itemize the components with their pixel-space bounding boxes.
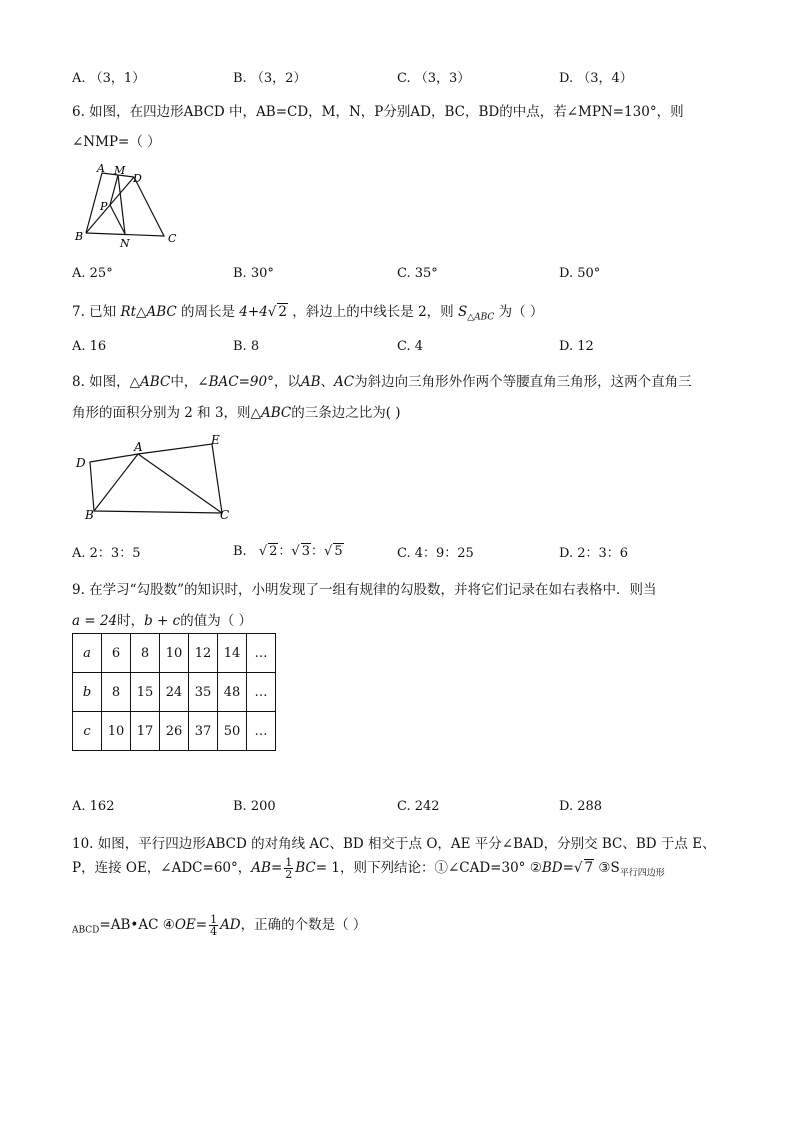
q10-sqrt-symbol: √ bbox=[573, 860, 583, 876]
q10-l3b: ，正确的个数是（ ） bbox=[240, 917, 367, 933]
q10-eq1: = bbox=[270, 860, 283, 876]
q10-eq2: = bbox=[562, 860, 574, 876]
q9-option-c: C. 242 bbox=[397, 799, 440, 814]
q8-l1c: ，以 bbox=[273, 374, 301, 390]
q10-half-num: 1 bbox=[285, 856, 293, 869]
q6-label-n: N bbox=[120, 237, 130, 250]
q7-perimeter-root: 2 bbox=[278, 304, 287, 320]
q6-option-d: D. 50° bbox=[559, 266, 601, 281]
q10-half-fraction bbox=[284, 857, 293, 880]
q8-label-b: B bbox=[85, 508, 94, 522]
q8-label-c: C bbox=[220, 508, 230, 522]
q10-l2a: P，连接 OE，∠ADC=60°， bbox=[72, 860, 252, 876]
q8-l2a: 角形的面积分别为 2 和 3，则 bbox=[72, 405, 251, 421]
q6-stem-line2: ∠NMP=（ ） bbox=[72, 134, 161, 150]
q8-label-a: A bbox=[134, 440, 143, 454]
q8-ac: AC bbox=[334, 374, 355, 390]
table-row bbox=[73, 634, 276, 673]
q8-figure bbox=[72, 433, 242, 525]
q8-label-d: D bbox=[76, 456, 86, 470]
q7-option-d: D. 12 bbox=[559, 339, 594, 354]
q5-option-b: B. （3，2） bbox=[233, 71, 307, 86]
q10-half-den: 2 bbox=[285, 868, 293, 881]
q9-option-d: D. 288 bbox=[559, 799, 603, 814]
q9-option-b: B. 200 bbox=[233, 799, 276, 814]
q6-option-a: A. 25° bbox=[72, 266, 113, 281]
q6-label-b: B bbox=[75, 230, 84, 243]
q6-option-c: C. 35° bbox=[397, 266, 438, 281]
table-cell: 24 bbox=[160, 673, 189, 712]
q8-stem-line2 bbox=[72, 401, 401, 421]
table-cell: 14 bbox=[218, 634, 247, 673]
q10-root7: 7 bbox=[584, 860, 594, 876]
q9-stem-line2 bbox=[72, 609, 252, 629]
q8-optb-sqrt3: √ bbox=[324, 544, 333, 559]
q8-stem-line1 bbox=[72, 370, 692, 390]
q8-optb-sqrt2: √ bbox=[291, 544, 300, 559]
q8-option-a: A. 2：3：5 bbox=[72, 546, 141, 561]
q7-suffix: 为（ ） bbox=[498, 304, 544, 320]
table-row bbox=[73, 673, 276, 712]
q8-outer-shape bbox=[90, 444, 222, 513]
q9-l2end: 的值为（ ） bbox=[180, 613, 253, 629]
q8-optb-prefix: B. bbox=[233, 544, 247, 559]
q6-label-a: A bbox=[97, 162, 105, 175]
q10-stem-line2 bbox=[72, 856, 665, 880]
q8-label-e: E bbox=[211, 433, 220, 447]
q9-l2mid: 时， bbox=[117, 613, 145, 629]
q7-area-symbol: S bbox=[457, 304, 468, 320]
q8-l1d: 为斜边向三角形外作两个等腰直角三角形，这两个直角三 bbox=[354, 374, 692, 390]
q5-option-c: C. （3，3） bbox=[397, 71, 471, 86]
q9-expression: b + c bbox=[144, 613, 181, 629]
q9-table bbox=[72, 633, 276, 751]
q10-c3: ③S bbox=[594, 860, 620, 876]
q8-l1b: 中， bbox=[170, 374, 198, 390]
q7-option-b: B. 8 bbox=[233, 339, 260, 354]
q8-option-b bbox=[233, 540, 344, 559]
q10-bc: BC bbox=[295, 860, 316, 876]
q8-triangle2: △ABC bbox=[250, 405, 292, 421]
q7-area-sub: △ABC bbox=[467, 312, 495, 323]
q10-ab: AB bbox=[251, 860, 271, 876]
q7-perimeter: 4+4 bbox=[239, 304, 268, 320]
table-cell: 8 bbox=[102, 673, 131, 712]
q6-segment-mn bbox=[118, 175, 125, 234]
q7-option-c: C. 4 bbox=[397, 339, 424, 354]
q10-l2b: ，则下列结论：①∠CAD=30° ② bbox=[339, 860, 542, 876]
q8-optb-sep2: ： bbox=[311, 544, 325, 559]
q8-option-c: C. 4：9：25 bbox=[397, 546, 474, 561]
q7-mid2: ，斜边上的中线长是 2，则 bbox=[292, 304, 454, 320]
q9-condition: a = 24 bbox=[72, 613, 118, 629]
q6-option-b: B. 30° bbox=[233, 266, 274, 281]
q6-label-p: P bbox=[100, 200, 108, 213]
q6-label-d: D bbox=[133, 172, 142, 185]
q10-quarter-fraction bbox=[209, 914, 218, 937]
q8-angle: ∠BAC=90° bbox=[197, 374, 274, 390]
table-cell: … bbox=[247, 673, 276, 712]
table-cell: 10 bbox=[160, 634, 189, 673]
table-cell: 12 bbox=[189, 634, 218, 673]
q7-option-a: A. 16 bbox=[72, 339, 107, 354]
table-cell: 17 bbox=[131, 712, 160, 751]
table-cell: 48 bbox=[218, 673, 247, 712]
table-cell: 50 bbox=[218, 712, 247, 751]
q10-eq-one: = 1 bbox=[315, 860, 340, 876]
q9-stem-line1: 9. 在学习“勾股数”的知识时，小明发现了一组有规律的勾股数，并将它们记录在如右表格中．则当 bbox=[72, 582, 657, 598]
q7-mid1: 的周长是 bbox=[181, 304, 235, 320]
q10-q-den: 4 bbox=[210, 925, 218, 938]
table-cell: 26 bbox=[160, 712, 189, 751]
q8-triangle: △ABC bbox=[129, 374, 171, 390]
q8-sep: 、 bbox=[320, 374, 335, 390]
q8-l2b: 的三条边之比为( ) bbox=[291, 405, 401, 421]
q10-l3a: =AB•AC ④ bbox=[99, 917, 175, 933]
q6-label-c: C bbox=[168, 232, 177, 245]
q6-quadrilateral bbox=[86, 173, 164, 236]
q10-bd: BD bbox=[541, 860, 563, 876]
q7-stem bbox=[72, 300, 543, 323]
q7-prefix: 7. 已知 bbox=[72, 304, 117, 320]
q8-l1a: 8. 如图， bbox=[72, 374, 130, 390]
q8-optb-r3: 5 bbox=[334, 544, 343, 559]
table-cell: 10 bbox=[102, 712, 131, 751]
q8-segment-ac bbox=[138, 454, 222, 513]
q10-ad: AD bbox=[220, 917, 241, 933]
q6-figure bbox=[72, 160, 192, 252]
q6-label-m: M bbox=[114, 164, 126, 177]
q10-oe: OE bbox=[174, 917, 196, 933]
table-cell: a bbox=[73, 634, 102, 673]
q10-l3-sub: ABCD bbox=[72, 925, 100, 936]
q8-optb-r2: 3 bbox=[301, 544, 310, 559]
q10-stem-line3 bbox=[72, 913, 366, 937]
table-row bbox=[73, 712, 276, 751]
q10-stem-line1: 10. 如图，平行四边形ABCD 的对角线 AC、BD 相交于点 O，AE 平分∠BAD，分别交 BC、BD 于点 E、 bbox=[72, 836, 716, 852]
q8-optb-sep1: ： bbox=[278, 544, 292, 559]
q8-option-d: D. 2：3：6 bbox=[559, 546, 629, 561]
q8-ab: AB bbox=[300, 374, 321, 390]
q7-sqrt-symbol: √ bbox=[267, 304, 277, 320]
q9-option-a: A. 162 bbox=[72, 799, 115, 814]
q8-optb-sqrt1: √ bbox=[258, 544, 268, 559]
table-cell: 35 bbox=[189, 673, 218, 712]
table-cell: 15 bbox=[131, 673, 160, 712]
table-cell: b bbox=[73, 673, 102, 712]
q7-triangle: Rt△ABC bbox=[120, 304, 177, 320]
table-cell: … bbox=[247, 712, 276, 751]
table-cell: 8 bbox=[131, 634, 160, 673]
table-cell: … bbox=[247, 634, 276, 673]
q5-option-d: D. （3，4） bbox=[559, 71, 633, 86]
q5-option-a: A. （3，1） bbox=[72, 71, 146, 86]
q10-q-num: 1 bbox=[210, 913, 218, 926]
table-cell: 37 bbox=[189, 712, 218, 751]
q6-stem-line1: 6. 如图，在四边形ABCD 中，AB=CD，M，N，P分别AD，BC，BD的中点，若∠MPN=130°，则 bbox=[72, 104, 684, 120]
q8-segment-ab bbox=[94, 454, 138, 511]
q10-c3-sub: 平行四边形 bbox=[619, 868, 665, 879]
table-cell: 6 bbox=[102, 634, 131, 673]
q10-eq3: = bbox=[195, 917, 208, 933]
q8-optb-r1: 2 bbox=[269, 544, 278, 559]
table-cell: c bbox=[73, 712, 102, 751]
